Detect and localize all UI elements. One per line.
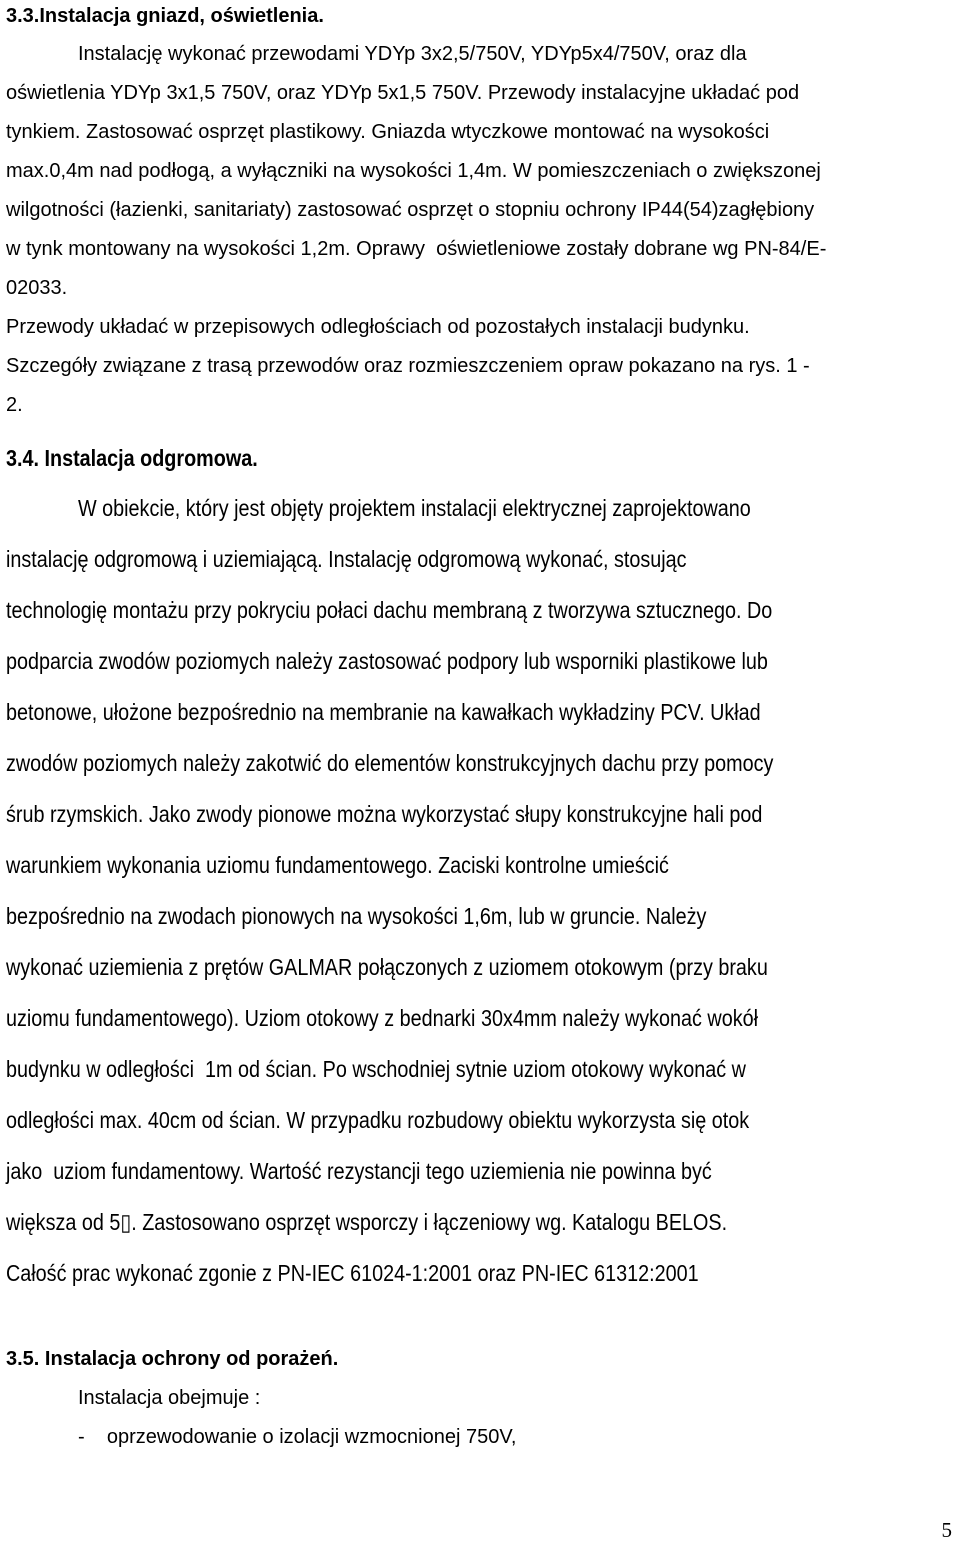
paragraph-line: jako uziom fundamentowy. Wartość rezystancji tego uziemienia nie powinna być xyxy=(6,1158,712,1184)
paragraph-line: 02033. xyxy=(6,277,68,299)
paragraph-line: Szczegóły związane z trasą przewodów oraz rozmieszczeniem opraw pokazano na rys. 1 - xyxy=(6,355,810,377)
paragraph-line: betonowe, ułożone bezpośrednio na membranie na kawałkach wykładziny PCV. Układ xyxy=(6,699,761,725)
page-number: 5 xyxy=(941,1518,952,1542)
paragraph-line: wilgotności (łazienki, sanitariaty) zastosować osprzęt o stopniu ochrony IP44(54)zagłębiony xyxy=(6,199,815,221)
paragraph-line: warunkiem wykonania uziomu fundamentowego. Zaciski kontrolne umieścić xyxy=(6,852,669,878)
paragraph-line: W obiekcie, który jest objęty projektem instalacji elektrycznej zaprojektowano xyxy=(78,495,751,521)
paragraph-line: zwodów poziomych należy zakotwić do elementów konstrukcyjnych dachu przy pomocy xyxy=(6,750,774,776)
paragraph-line: bezpośrednio na zwodach pionowych na wysokości 1,6m, lub w gruncie. Należy xyxy=(6,903,707,929)
paragraph-line: Całość prac wykonać zgonie z PN-IEC 61024-1:2001 oraz PN-IEC 61312:2001 xyxy=(6,1260,699,1286)
list-item: - oprzewodowanie o izolacji wzmocnionej 750V, xyxy=(78,1426,517,1448)
paragraph-line: technologię montażu przy pokryciu połaci dachu membraną z tworzywa sztucznego. Do xyxy=(6,597,773,623)
section-heading-3-3: 3.3.Instalacja gniazd, oświetlenia. xyxy=(6,5,324,27)
paragraph-line: 2. xyxy=(6,394,23,416)
paragraph-line: tynkiem. Zastosować osprzęt plastikowy. Gniazda wtyczkowe montować na wysokości xyxy=(6,121,770,143)
section-heading-3-5: 3.5. Instalacja ochrony od porażeń. xyxy=(6,1348,339,1370)
paragraph-line: w tynk montowany na wysokości 1,2m. Oprawy oświetleniowe zostały dobrane wg PN-84/E- xyxy=(6,238,827,260)
paragraph-line: śrub rzymskich. Jako zwody pionowe można wykorzystać słupy konstrukcyjne hali pod xyxy=(6,801,763,827)
paragraph-line: budynku w odległości 1m od ścian. Po wschodniej sytnie uziom otokowy wykonać w xyxy=(6,1056,746,1082)
paragraph-line: Instalację wykonać przewodami YDYp 3x2,5/750V, YDYp5x4/750V, oraz dla xyxy=(78,43,747,65)
section-heading-3-4: 3.4. Instalacja odgromowa. xyxy=(6,445,258,471)
paragraph-line: max.0,4m nad podłogą, a wyłączniki na wysokości 1,4m. W pomieszczeniach o zwiększonej xyxy=(6,160,821,182)
paragraph-line: odległości max. 40cm od ścian. W przypadku rozbudowy obiektu wykorzysta się otok xyxy=(6,1107,750,1133)
paragraph-line: Instalacja obejmuje : xyxy=(78,1387,261,1409)
paragraph-line: Przewody układać w przepisowych odległościach od pozostałych instalacji budynku. xyxy=(6,316,750,338)
paragraph-line: oświetlenia YDYp 3x1,5 750V, oraz YDYp 5x1,5 750V. Przewody instalacyjne układać pod xyxy=(6,82,800,104)
paragraph-line: podparcia zwodów poziomych należy zastosować podpory lub wsporniki plastikowe lub xyxy=(6,648,768,674)
paragraph-line: większa od 5▯. Zastosowano osprzęt wsporczy i łączeniowy wg. Katalogu BELOS. xyxy=(6,1209,728,1235)
paragraph-line: wykonać uziemienia z prętów GALMAR połączonych z uziomem otokowym (przy braku xyxy=(6,954,768,980)
paragraph-line: instalację odgromową i uziemiającą. Instalację odgromową wykonać, stosując xyxy=(6,546,687,572)
paragraph-line: uziomu fundamentowego). Uziom otokowy z bednarki 30x4mm należy wykonać wokół xyxy=(6,1005,758,1031)
